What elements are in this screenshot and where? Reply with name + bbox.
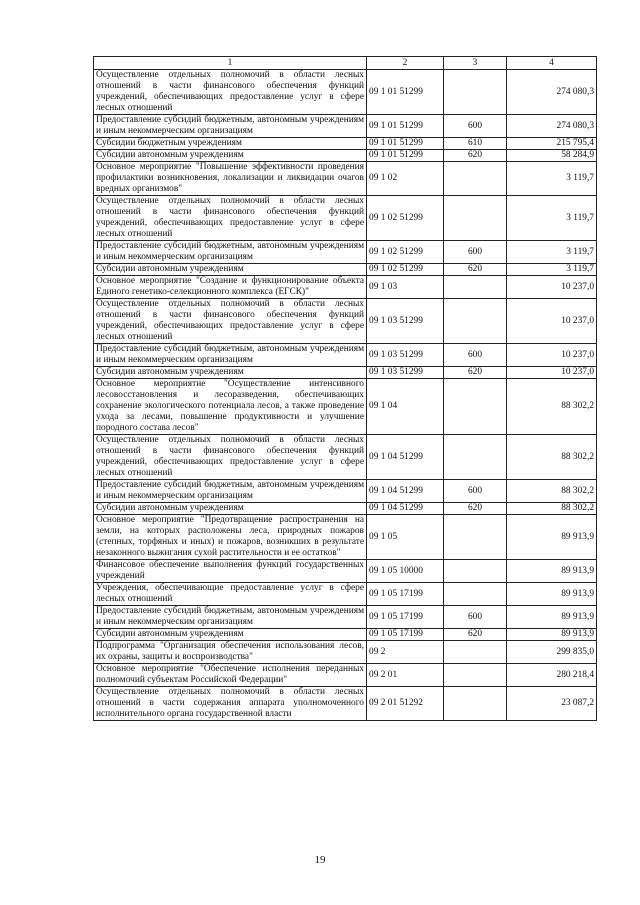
row-name: Субсидии автономным учреждениям: [94, 503, 367, 515]
row-code: 09 2 01 51292: [367, 687, 444, 721]
row-sum: 89 913,9: [507, 560, 597, 583]
row-expense-type: 600: [444, 241, 507, 264]
table-row: [94, 115, 597, 138]
row-name: Основное мероприятие "Обеспечение исполнения переданных полномочий субъектам Российской Федерации": [94, 664, 367, 687]
table-row: [94, 641, 597, 664]
row-name: Субсидии автономным учреждениям: [94, 629, 367, 641]
row-expense-type: [444, 70, 507, 115]
row-code: 09 1 05 17199: [367, 583, 444, 606]
row-expense-type: [444, 299, 507, 344]
row-expense-type: [444, 196, 507, 241]
row-sum: 299 835,0: [507, 641, 597, 664]
row-code: 09 1 03 51299: [367, 344, 444, 367]
row-expense-type: 600: [444, 480, 507, 503]
row-expense-type: [444, 664, 507, 687]
row-sum: 3 119,7: [507, 162, 597, 196]
row-code: 09 1 01 51299: [367, 70, 444, 115]
table-row: [94, 162, 597, 196]
row-code: 09 1 04 51299: [367, 435, 444, 480]
row-code: 09 1 04 51299: [367, 480, 444, 503]
header-col-4: 4: [507, 57, 597, 70]
table-row: [94, 480, 597, 503]
row-expense-type: [444, 162, 507, 196]
table-row: [94, 138, 597, 150]
row-name: Предоставление субсидий бюджетным, автономным учреждениям и иным некоммерческим организациям: [94, 344, 367, 367]
row-expense-type: 620: [444, 264, 507, 276]
table-row: [94, 264, 597, 276]
row-code: 09 1 04 51299: [367, 503, 444, 515]
budget-table: [93, 56, 597, 721]
row-expense-type: 620: [444, 503, 507, 515]
table-row: [94, 241, 597, 264]
table-row: [94, 503, 597, 515]
row-name: Предоставление субсидий бюджетным, автономным учреждениям и иным некоммерческим организациям: [94, 115, 367, 138]
table-body: [94, 70, 597, 721]
row-sum: 58 284,9: [507, 150, 597, 162]
table-row: [94, 379, 597, 435]
row-code: 09 1 05 10000: [367, 560, 444, 583]
row-name: Подпрограмма "Организация обеспечения использования лесов, их охраны, защиты и воспроизводства": [94, 641, 367, 664]
row-sum: 10 237,0: [507, 276, 597, 299]
table-row: [94, 560, 597, 583]
header-col-1: 1: [94, 57, 367, 70]
row-expense-type: [444, 276, 507, 299]
row-name: Предоставление субсидий бюджетным, автономным учреждениям и иным некоммерческим организациям: [94, 606, 367, 629]
page-number: 19: [314, 854, 326, 866]
row-sum: 88 302,2: [507, 435, 597, 480]
row-sum: 88 302,2: [507, 503, 597, 515]
row-code: 09 2 01: [367, 664, 444, 687]
row-sum: 3 119,7: [507, 196, 597, 241]
row-sum: 10 237,0: [507, 367, 597, 379]
row-name: Осуществление отдельных полномочий в области лесных отношений в части финансового обеспечения функций учреждений, обеспечивающих предоставление услуг в сфере лесных отношений: [94, 70, 367, 115]
row-code: 09 1 02 51299: [367, 264, 444, 276]
row-name: Предоставление субсидий бюджетным, автономным учреждениям и иным некоммерческим организациям: [94, 241, 367, 264]
row-expense-type: 600: [444, 606, 507, 629]
row-name: Осуществление отдельных полномочий в области лесных отношений в части содержания аппарата уполномоченного исполнительного органа государственной власти: [94, 687, 367, 721]
row-name: Финансовое обеспечение выполнения функций государственных учреждений: [94, 560, 367, 583]
row-name: Основное мероприятие "Осуществление интенсивного лесовосстановления и лесоразведения, обеспечивающих сохранение экологического потенциала лесов, а также проведение ухода за лесами, повышение продуктивности и улучшение породного состава лесов": [94, 379, 367, 435]
row-code: 09 1 02 51299: [367, 196, 444, 241]
table-row: [94, 664, 597, 687]
row-code: 09 2: [367, 641, 444, 664]
row-expense-type: [444, 435, 507, 480]
row-code: 09 1 05 17199: [367, 606, 444, 629]
row-name: Субсидии бюджетным учреждениям: [94, 138, 367, 150]
row-name: Субсидии автономным учреждениям: [94, 150, 367, 162]
row-sum: 3 119,7: [507, 264, 597, 276]
table-row: [94, 70, 597, 115]
row-expense-type: 610: [444, 138, 507, 150]
row-sum: 274 080,3: [507, 70, 597, 115]
row-expense-type: 600: [444, 344, 507, 367]
row-name: Учреждения, обеспечивающие предоставление услуг в сфере лесных отношений: [94, 583, 367, 606]
row-code: 09 1 04: [367, 379, 444, 435]
table-row: [94, 435, 597, 480]
row-code: 09 1 01 51299: [367, 138, 444, 150]
row-name: Основное мероприятие "Предотвращение распространения на земли, на которых расположены леса, природных пожаров (степных, торфяных и иных) и пожаров, возникших в результате незаконного выжигания сухой растительности и ее остатков": [94, 515, 367, 560]
row-expense-type: 620: [444, 150, 507, 162]
table-row: [94, 196, 597, 241]
row-sum: 280 218,4: [507, 664, 597, 687]
header-col-2: 2: [367, 57, 444, 70]
table-row: [94, 276, 597, 299]
table-row: [94, 687, 597, 721]
table-row: [94, 150, 597, 162]
row-code: 09 1 03 51299: [367, 299, 444, 344]
row-name: Осуществление отдельных полномочий в области лесных отношений в части финансового обеспечения функций учреждений, обеспечивающих предоставление услуг в сфере лесных отношений: [94, 196, 367, 241]
row-expense-type: 620: [444, 629, 507, 641]
row-expense-type: [444, 583, 507, 606]
row-sum: 89 913,9: [507, 583, 597, 606]
row-name: Осуществление отдельных полномочий в области лесных отношений в части финансового обеспечения функций учреждений, обеспечивающих предоставление услуг в сфере лесных отношений: [94, 435, 367, 480]
row-code: 09 1 03: [367, 276, 444, 299]
row-sum: 89 913,9: [507, 606, 597, 629]
row-name: Осуществление отдельных полномочий в области лесных отношений в части финансового обеспечения функций учреждений, обеспечивающих предоставление услуг в сфере лесных отношений: [94, 299, 367, 344]
header-row: [94, 57, 597, 70]
row-expense-type: [444, 560, 507, 583]
row-expense-type: [444, 515, 507, 560]
row-expense-type: [444, 641, 507, 664]
row-code: 09 1 02: [367, 162, 444, 196]
row-expense-type: 620: [444, 367, 507, 379]
table-row: [94, 299, 597, 344]
row-expense-type: [444, 687, 507, 721]
table-row: [94, 515, 597, 560]
row-sum: 23 087,2: [507, 687, 597, 721]
row-sum: 10 237,0: [507, 344, 597, 367]
table-row: [94, 606, 597, 629]
row-name: Субсидии автономным учреждениям: [94, 264, 367, 276]
row-code: 09 1 02 51299: [367, 241, 444, 264]
table-row: [94, 583, 597, 606]
row-expense-type: [444, 379, 507, 435]
row-sum: 88 302,2: [507, 480, 597, 503]
row-expense-type: 600: [444, 115, 507, 138]
row-sum: 3 119,7: [507, 241, 597, 264]
row-sum: 274 080,3: [507, 115, 597, 138]
table-row: [94, 344, 597, 367]
row-name: Основное мероприятие "Повышение эффективности проведения профилактики возникновения, локализации и ликвидации очагов вредных организмов": [94, 162, 367, 196]
table-row: [94, 367, 597, 379]
table-row: [94, 629, 597, 641]
row-code: 09 1 01 51299: [367, 150, 444, 162]
row-name: Основное мероприятие "Создание и функционирование объекта Единого генетико-селекционного комплекса (ЕГСК)": [94, 276, 367, 299]
header-col-3: 3: [444, 57, 507, 70]
row-name: Предоставление субсидий бюджетным, автономным учреждениям и иным некоммерческим организациям: [94, 480, 367, 503]
row-name: Субсидии автономным учреждениям: [94, 367, 367, 379]
row-sum: 10 237,0: [507, 299, 597, 344]
row-code: 09 1 05: [367, 515, 444, 560]
row-code: 09 1 03 51299: [367, 367, 444, 379]
row-sum: 89 913,9: [507, 629, 597, 641]
row-sum: 88 302,2: [507, 379, 597, 435]
row-code: 09 1 01 51299: [367, 115, 444, 138]
row-code: 09 1 05 17199: [367, 629, 444, 641]
row-sum: 89 913,9: [507, 515, 597, 560]
row-sum: 215 795,4: [507, 138, 597, 150]
